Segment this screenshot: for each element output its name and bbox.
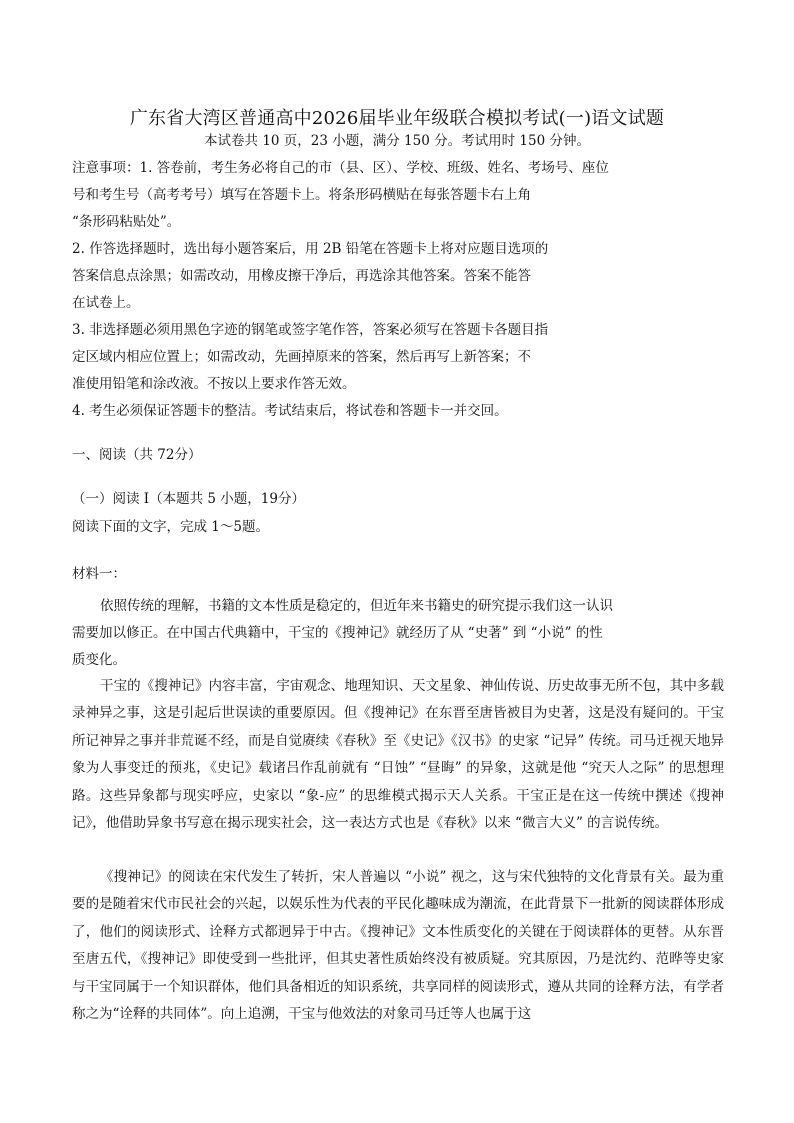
notice-line: 2. 作答选择题时，选出每小题答案后，用 2B 铅笔在答题卡上将对应题目选项的 [72,241,549,257]
notice-line: 3. 非选择题必须用黑色字迹的钢笔或签字笔作答，答案必须写在答题卡各题目指 [72,322,549,338]
notice-line: 4. 考生必须保证答题卡的整洁。考试结束后，将试卷和答题卡一并交回。 [72,403,508,419]
subsection-heading: （一）阅读 I（本题共 5 小题，19分） [72,491,305,507]
notice-line: 号和考生号（高考考号）填写在答题卡上。将条形码横贴在每张答题卡右上角 [72,187,531,203]
section-heading: 一、阅读（共 72分） [72,447,202,463]
paragraph-line: 需要加以修正。在中国古代典籍中，干宝的《搜神记》就经历了从 “史著” 到 “小说” 的性 [72,625,603,641]
paragraph: 干宝的《搜神记》内容丰富，宇宙观念、地理知识、天文星象、神仙传说、历史故事无所不包，其中多载录神异之事，这是引起后世误读的重要原因。但《搜神记》在东晋至唐皆被目为史著，这是没有疑问的。干宝所记神异之事并非荒诞不经，而是自觉赓续《春秋》至《史记》《汉书》的史家 “记异” 传统。司马迁视天地异象为人事变迁的预兆，《史记》载诸吕作乱前就有 “日蚀” “昼晦” 的异象，这就是他 “究天人之际” 的思想理路。这些异象都与现实呼应，史家以 “象-应” 的思维模式揭示天人关系。干宝正是在这一传统中撰述《搜神记》，他借助异象书写意在揭示现实社会，这一表达方式也是《春秋》以来 “微言大义” 的言说传统。 [72,678,724,832]
notice-line: 在试卷上。 [72,295,140,311]
exam-subtitle: 本试卷共 10 页，23 小题，满分 150 分。考试用时 150 分钟。 [204,133,590,149]
paragraph: 《搜神记》的阅读在宋代发生了转折，宋人普遍以 “小说” 视之，这与宋代独特的文化背景有关。最为重要的是随着宋代市民社会的兴起，以娱乐性为代表的平民化趣味成为潮流，在此背景下一批新的阅读群体形成了，他们的阅读形式、诠释方式都迥异于中古。《搜神记》文本性质变化的关键在于阅读群体的更替。从东晋至唐五代，《搜神记》即使受到一些批评，但其史著性质始终没有被质疑。究其原因，乃是沈约、范晔等史家与干宝同属于一个知识群体，他们具备相近的知识系统，共享同样的阅读形式，遵从共同的诠释方法，有学者称之为“诠释的共同体”。向上追溯，干宝与他效法的对象司马迁等人也属于这 [72,869,724,1023]
material-label: 材料一： [72,566,126,582]
reading-instruction: 阅读下面的文字，完成 1～5题。 [72,519,269,535]
notice-line: 准使用铅笔和涂改液。不按以上要求作答无效。 [72,376,356,392]
notice-line: 定区域内相应位置上；如需改动，先画掉原来的答案，然后再写上新答案；不 [72,349,531,365]
paragraph-line: 依照传统的理解，书籍的文本性质是稳定的，但近年来书籍史的研究提示我们这一认识 [100,598,613,614]
notice-line: “条形码粘贴处”。 [72,214,181,230]
notice-line: 答案信息点涂黑；如需改动，用橡皮擦干净后，再选涂其他答案。答案不能答 [72,268,531,284]
paragraph-line: 质变化。 [72,652,126,668]
notice-line: 注意事项：1. 答卷前，考生务必将自己的市（县、区）、学校、班级、姓名、考场号、座位 [72,160,609,176]
exam-title: 广东省大湾区普通高中2026届毕业年级联合模拟考试(一)语文试题 [129,108,665,129]
